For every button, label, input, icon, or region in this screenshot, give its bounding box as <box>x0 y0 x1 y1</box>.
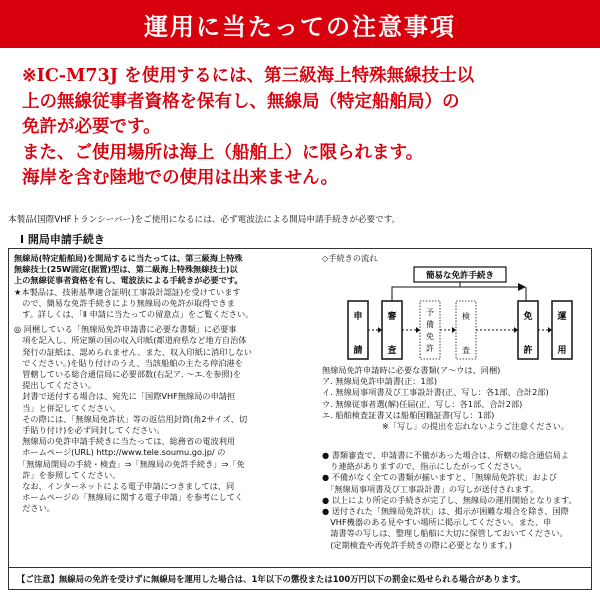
flow-box-char: 許 <box>426 344 434 353</box>
flow-title: ◇手続きの流れ <box>322 253 378 263</box>
paragraph-line: 提出してください。 <box>14 380 96 391</box>
flow-box-shinsa <box>382 301 402 359</box>
flow-box-char: 査 <box>387 346 397 356</box>
flow-box-char: 請 <box>353 346 363 356</box>
warning-line: また、ご使用場所は海上（船舶上）に限られます。 <box>22 142 424 163</box>
intro-text: 本製品(国際VHFトランシーバー)をご使用になるには、必ず電波法による開局申請手続きが必要です。 <box>8 215 401 225</box>
banner-title: 運用に当たっての注意事項 <box>144 11 456 41</box>
note-line: ● 不備がなく全ての書類が揃いますと、「無線局免許状」および <box>322 472 557 483</box>
penalty-notice <box>8 568 592 590</box>
paragraph-line: 無線局(特定船舶局)を開局するに当たっては、第三級海上特殊 <box>14 253 243 263</box>
requirement-item: エ. 船舶検査証書又は船舶国籍証書(写し：1部) <box>322 409 495 420</box>
license-warning <box>22 64 582 192</box>
header-banner <box>0 0 600 48</box>
notice-label: 【ご注意】 <box>17 573 59 584</box>
requirement-item: イ. 無線局事項書及び工事設計書(正、写し：各1部、合計2部) <box>322 387 549 398</box>
flow-box-char: 申 <box>353 312 363 322</box>
paragraph-line: 項を記入し、所定額の国の収入印紙(都道府県など地方自治体 <box>14 335 247 346</box>
flow-box-kensa <box>456 301 476 359</box>
notice-text: 無線局の免許を受けずに無線局を運用した場合は、1年以下の懲役または100万円以下の罰金に処せられる場合があります。 <box>58 573 526 584</box>
flow-arrowhead <box>518 283 526 291</box>
flow-box-char: 免 <box>523 312 533 322</box>
paragraph-line: 封書で送付する場合は、宛先に「国際VHF無線局の申請担 <box>14 391 236 402</box>
note-line: ● 以上により所定の手続きが完了し、無線局の運用開始となります。 <box>322 494 577 505</box>
flow-box-char: 審 <box>387 312 397 322</box>
requirements-note: ※「写し」の提出を忘れないようご注意ください。 <box>382 421 569 432</box>
flow-box-unyou <box>552 301 572 359</box>
paragraph-line: ホームページ(URL) http://www.tele.soumu.go.jp/ の <box>14 447 226 458</box>
note-line: VHF機器のある見やすい場所に掲示してください。また、申 <box>322 517 552 528</box>
warning-line: 上の無線従事者資格を保有し、無線局（特定船舶局）の <box>22 91 460 112</box>
paragraph-line: でください。)を貼り付けのうえ、当該船舶の主たる停泊港を <box>14 357 243 368</box>
paragraph-line: す。詳しくは、「Ⅱ 申請に当たっての留意点」をご覧ください。 <box>14 309 254 320</box>
flow-box-char: 許 <box>523 346 533 356</box>
paragraph-line: ◎ 同梱している「無線局免許申請書に必要な書類」に必要事 <box>14 324 237 335</box>
flow-box-char: 運 <box>557 312 567 322</box>
paragraph-line: 許」を参照してください。 <box>14 469 121 480</box>
note-line: り連絡がありますので、指示にしたがってください。 <box>322 461 527 472</box>
note-line: (定期検査や再免許手続きの際に必要となります。) <box>322 539 512 550</box>
section-title: Ⅰ 開局申請手続き <box>20 233 105 246</box>
paragraph-line: ★本製品は、技術基準適合証明(工事設計認証)を受けています <box>14 286 241 297</box>
requirements-heading: 無線局免許申請時に必要な書類(ア～ウは、同梱) <box>322 365 501 375</box>
flow-box-shinsei <box>348 301 368 359</box>
paragraph-line: その際には、「無線局免許状」等の返信用封筒(角2サイズ、切 <box>14 413 248 424</box>
paragraph-line: 無線技士(25W固定(据置)型は、第二級海上特殊無線技士)以 <box>14 264 238 275</box>
flow-diagram <box>322 263 588 371</box>
paragraph-line: 無線局の免許申請手続きに当たっては、総務省の電波利用 <box>14 436 236 447</box>
note-line: 請書等の写しは、整理し船舶に大切に保管しておいてください。 <box>322 528 568 539</box>
procedure-left-column <box>14 253 314 515</box>
paragraph-line: 管轄している総合通信局に必要部数(右記ア. ～エ.を参照)を <box>14 369 242 380</box>
flow-box-char: 査 <box>462 346 470 355</box>
paragraph-line: なお、インターネットによる電子申請につきましては、同 <box>14 481 235 492</box>
required-documents <box>322 365 588 432</box>
paragraph-line: 上の無線従事者資格を有し、電波法による手続きが必要です。 <box>14 275 243 286</box>
flow-box-char: 免 <box>426 332 434 341</box>
flow-box-char: 検 <box>462 312 470 321</box>
note-line: ● 送付された「無線局免許状」は、掲示が困難な場合を除き、国際 <box>322 506 569 517</box>
paragraph-line: 手貼り付け)を必ず同封してください。 <box>14 425 165 436</box>
note-line: 「無線局事項書及び工事設計書」の写しが送付されます。 <box>322 483 539 494</box>
paragraph-line: 「無線局開局の手続・検査」⇒「無線局の免許手続き」⇒「免 <box>14 458 245 469</box>
flow-connector <box>392 282 460 301</box>
flow-box-yobi <box>420 301 440 359</box>
warning-line: 海岸を含む陸地での使用は出来ません。 <box>22 168 339 188</box>
requirement-item: ウ. 無線従事者選(解)任届(正、写し：各1部、合計2部) <box>322 398 523 409</box>
paragraph-line: ださい。 <box>14 503 55 514</box>
paragraph-line: 発行の証紙は、認められません。また、収入印紙に消印しない <box>14 346 252 357</box>
paragraph-line: ホームページの「無線局に関する電子申請」を参考にしてく <box>14 492 244 503</box>
note-line: ● 書類審査で、申請書に不備があった場合は、所轄の総合通信局よ <box>322 450 569 460</box>
process-notes <box>322 450 588 551</box>
flow-top-label: 簡易な免許手続き <box>425 271 495 281</box>
paragraph-line: 当」と併記してください。 <box>14 402 121 413</box>
flow-box-char: 備 <box>426 320 434 329</box>
warning-line: 免許が必要です。 <box>22 117 161 137</box>
flow-box-menkyo <box>518 301 538 359</box>
flow-box-char: 予 <box>426 308 434 317</box>
requirement-item: ア. 無線局免許申請書(正：1部) <box>322 376 438 387</box>
warning-line: ※IC-M73J を使用するには、第三級海上特殊無線技士以 <box>22 66 475 86</box>
paragraph-line: ので、簡易な免許手続きにより無線局の免許が取得できま <box>14 297 235 308</box>
flow-box-char: 用 <box>557 346 567 356</box>
